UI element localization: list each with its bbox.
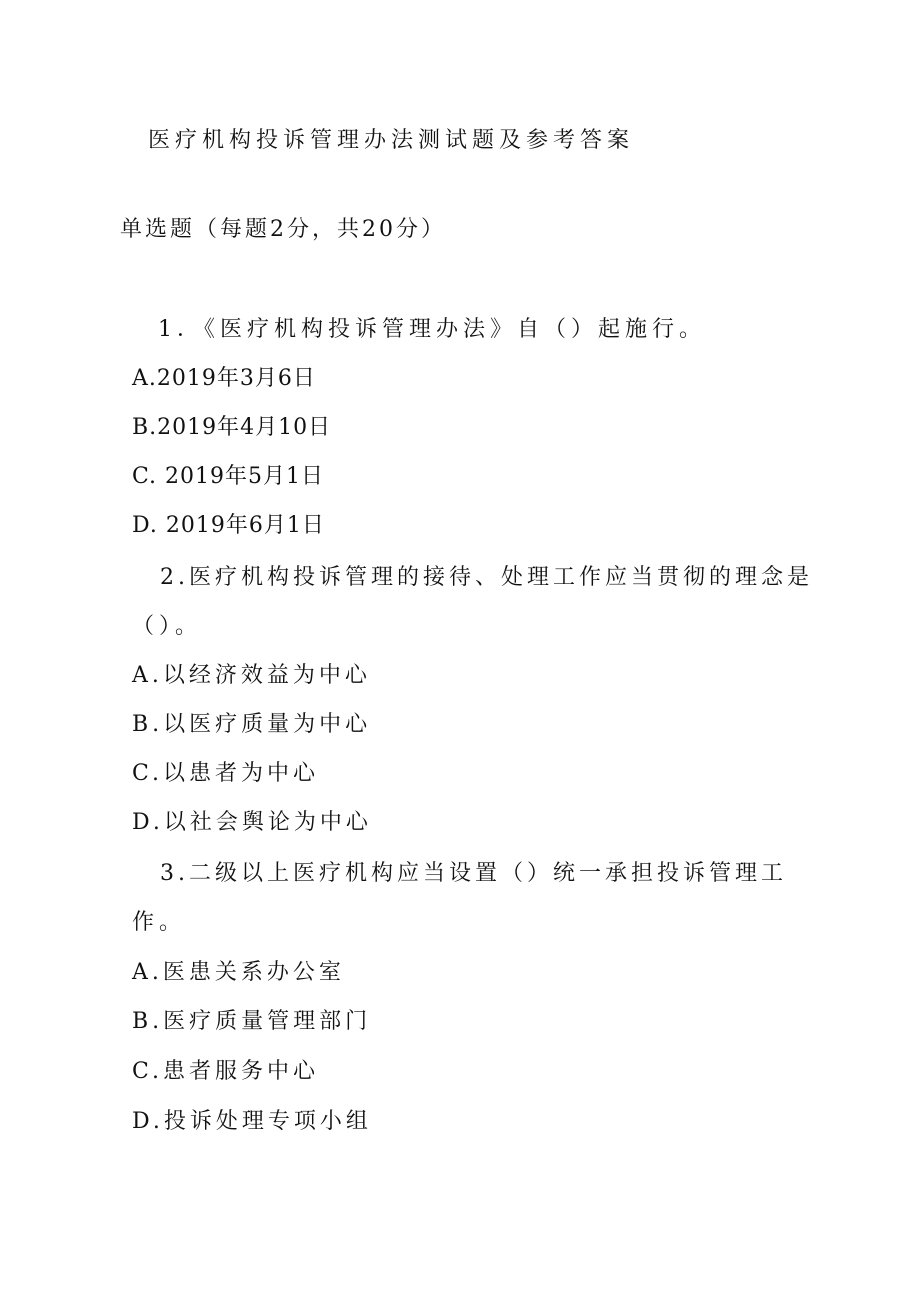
option-d: D.以社会舆论为中心 — [132, 810, 372, 835]
option-d: D.投诉处理专项小组 — [132, 1109, 372, 1134]
option-a: A.以经济效益为中心 — [132, 663, 371, 688]
option-c: C.以患者为中心 — [132, 761, 320, 786]
option-d: D. 2019年6月1日 — [132, 513, 325, 538]
document-title: 医疗机构投诉管理办法测试题及参考答案 — [148, 128, 635, 153]
option-c: C. 2019年5月1日 — [132, 464, 325, 489]
question-stem: 3.二级以上医疗机构应当设置（）统一承担投诉管理工 — [160, 861, 787, 886]
option-b: B.医疗质量管理部门 — [132, 1009, 372, 1034]
section-heading: 单选题（每题2分，共20分） — [120, 217, 446, 242]
question-stem-continuation: 作。 — [132, 910, 187, 935]
option-b: B.2019年4月10日 — [132, 415, 332, 440]
question-stem-continuation: （）。 — [132, 614, 203, 639]
question-stem: 1．《医疗机构投诉管理办法》自（）起施行。 — [158, 317, 706, 342]
question-stem: 2.医疗机构投诉管理的接待、处理工作应当贯彻的理念是 — [160, 565, 813, 590]
option-a: A.2019年3月6日 — [132, 366, 316, 391]
option-a: A.医患关系办公室 — [132, 960, 345, 985]
option-b: B.以医疗质量为中心 — [132, 712, 372, 737]
option-c: C.患者服务中心 — [132, 1059, 320, 1084]
